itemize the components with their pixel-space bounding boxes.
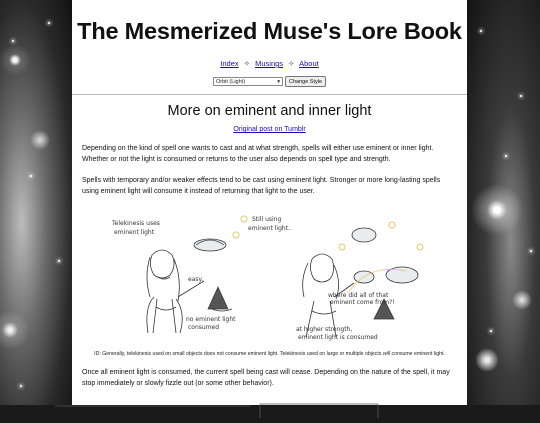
nav-link-musings[interactable]: Musings <box>255 59 284 68</box>
svg-text:eminent light: eminent light <box>114 229 155 236</box>
background-right <box>467 0 540 405</box>
sketch-label: consumed <box>188 324 220 331</box>
sketch-illustration-partial <box>50 398 380 418</box>
original-post-link[interactable]: Original post on Tumblr <box>233 126 306 133</box>
post-paragraph: Spells with temporary and/or weaker effects tend to be cast using eminent light. Stronger or more long-lasting spells using eminent light will consume it instead of returning that light to the user. <box>82 177 441 195</box>
post-title: More on eminent and inner light <box>167 103 372 119</box>
nav-link-index[interactable]: Index <box>220 59 239 68</box>
sketch-svg <box>102 207 437 345</box>
style-select-value: Orbit (Light) <box>215 78 246 85</box>
post-paragraph: Depending on the kind of spell one wants to cast and at what strength, spells will either use eminent or inner light. Whether or not the light is consumed or returns to the user also depends on spell type and strength. <box>82 145 434 163</box>
caption-text: ID: Generally, telekinesis used on small objects does not consume eminent light. Telekinesis used on large or multiple objects <box>94 351 383 357</box>
site-nav <box>72 59 467 68</box>
style-select[interactable] <box>213 77 283 86</box>
chevron-down-icon: ▾ <box>277 78 280 85</box>
sketch-label: where did all of that <box>328 292 389 299</box>
change-style-button[interactable]: Change Style <box>285 76 326 87</box>
background-left <box>0 0 72 405</box>
nav-separator-icon: ✧ <box>243 59 251 68</box>
sketch-label: Still using <box>252 216 282 223</box>
sketch-label: eminent light.. <box>248 225 292 232</box>
sketch-label: at higher strength, <box>296 326 353 333</box>
nav-link-about[interactable]: About <box>299 59 319 68</box>
header-divider <box>72 94 467 95</box>
site-title: The Mesmerized Muse's Lore Book <box>77 18 462 44</box>
sketch-illustration <box>102 207 437 345</box>
original-post-link-wrap <box>72 126 467 133</box>
sketch-label: eminent light is consumed <box>298 334 378 341</box>
post-paragraph: Once all eminent light is consumed, the current spell being cast will cease. Depending on the nature of the spell, it may stop immediately or slowly fizzle out (or some other behavior). <box>82 369 450 387</box>
sketch-label: easy. <box>188 276 204 283</box>
sketch-panel-outline <box>50 398 380 418</box>
page-content <box>72 0 467 405</box>
caption-emphasis: will <box>382 351 391 357</box>
sketch-label: eminent come from?! <box>330 299 395 306</box>
style-switcher <box>72 76 467 87</box>
sketch-label: Telekinesis <box>112 220 145 227</box>
figure-caption <box>82 349 457 359</box>
nav-separator-icon: ✧ <box>288 59 295 68</box>
cone-object-left <box>208 287 232 311</box>
levitating-turtle-right <box>339 222 423 283</box>
svg-text:no eminent light: no eminent light <box>186 316 236 323</box>
levitating-turtle-left <box>194 216 247 251</box>
svg-text:Telekinesis uses: Telekinesis uses <box>112 220 160 227</box>
caption-text: consume eminent light. <box>390 351 445 357</box>
